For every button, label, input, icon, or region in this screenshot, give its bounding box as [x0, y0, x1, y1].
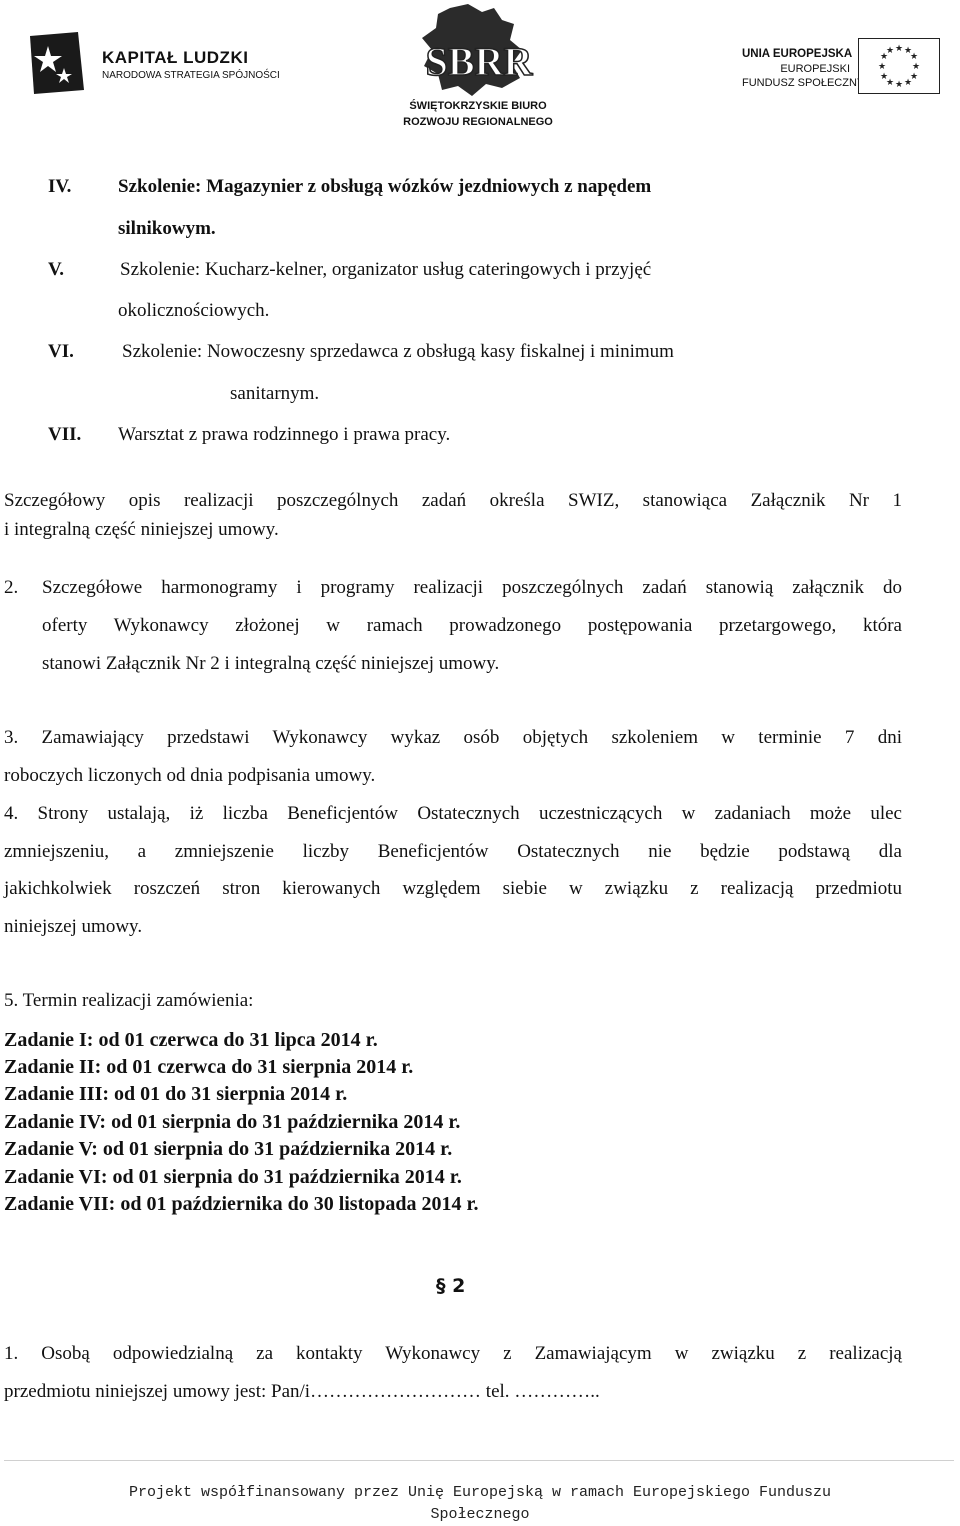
- sbrr-logo: [398, 2, 568, 132]
- footer-line: Projekt współfinansowany przez Unię Europejską w ramach Europejskiego Funduszu: [128, 1484, 832, 1501]
- svg-text:★: ★: [909, 72, 919, 82]
- footer-line: Społecznego: [430, 1506, 530, 1523]
- svg-text:★: ★: [894, 44, 904, 54]
- paragraph-line: 1. Osobą odpowiedzialną za kontakty Wykonawcy z Zamawiającym w związku z realizacją: [4, 1343, 902, 1364]
- paragraph-line: i integralną część niniejszej umowy.: [4, 519, 279, 540]
- schedule-item: Zadanie VI: od 01 sierpnia do 31 października 2014 r.: [4, 1166, 462, 1188]
- paragraph-line: oferty Wykonawcy złożonej w ramach prowadzonego postępowania przetargowego, która: [42, 615, 902, 636]
- svg-text:★: ★: [909, 52, 919, 62]
- svg-text:★: ★: [911, 62, 921, 72]
- paragraph-line: jakichkolwiek roszczeń stron kierowanych względem siebie w związku z realizacją przedmiotu: [4, 878, 902, 899]
- schedule-item: Zadanie III: od 01 do 31 sierpnia 2014 r.: [4, 1083, 348, 1105]
- svg-text:★: ★: [903, 78, 913, 88]
- svg-text:★: ★: [879, 72, 889, 82]
- schedule-item: Zadanie II: od 01 czerwca do 31 sierpnia 2014 r.: [4, 1056, 414, 1078]
- paragraph-line: roboczych liczonych od dnia podpisania umowy.: [4, 765, 376, 786]
- kapital-ludzki-title: KAPITAŁ LUDZKI: [102, 48, 249, 67]
- eu-flag-icon: [858, 38, 940, 94]
- kapital-ludzki-subtitle: NARODOWA STRATEGIA SPÓJNOŚCI: [102, 70, 280, 81]
- paragraph-line: Szczegółowe harmonogramy i programy realizacji poszczególnych zadań stanowią załącznik do: [42, 577, 902, 598]
- list-item-number: V.: [48, 259, 65, 280]
- sbrr-name-line1: ŚWIĘTOKRZYSKIE BIURO: [409, 100, 547, 112]
- list-item-text: Szkolenie: Nowoczesny sprzedawca z obsługą kasy fiskalnej i minimum: [122, 341, 674, 362]
- svg-text:★: ★: [885, 46, 895, 56]
- list-item-text-continued: okolicznościowych.: [118, 300, 270, 321]
- svg-text:★: ★: [877, 62, 887, 72]
- list-item-text: Warsztat z prawa rodzinnego i prawa pracy.: [118, 424, 451, 445]
- section-heading: 5. Termin realizacji zamówienia:: [4, 990, 254, 1011]
- svg-text:★: ★: [879, 52, 889, 62]
- list-item-number: VI.: [48, 341, 74, 362]
- schedule-item: Zadanie I: od 01 czerwca do 31 lipca 2014 r.: [4, 1029, 378, 1051]
- schedule-item: Zadanie IV: od 01 sierpnia do 31 października 2014 r.: [4, 1111, 461, 1133]
- list-item-text: Szkolenie: Magazynier z obsługą wózków jezdniowych z napędem: [118, 176, 652, 197]
- list-item-number: VII.: [48, 424, 82, 445]
- schedule-item: Zadanie V: od 01 sierpnia do 31 października 2014 r.: [4, 1138, 453, 1160]
- schedule-item: Zadanie VII: od 01 października do 30 listopada 2014 r.: [4, 1193, 479, 1215]
- list-item-text-continued: silnikowym.: [118, 218, 216, 239]
- kapital-ludzki-logo: [22, 28, 280, 98]
- svg-text:★: ★: [885, 78, 895, 88]
- paragraph-line: przedmiotu niniejszej umowy jest: Pan/i……………………… tel. …………..: [4, 1381, 600, 1402]
- paragraph-line: zmniejszeniu, a zmniejszenie liczby Beneficjentów Ostatecznych nie będzie podstawą dla: [4, 841, 902, 862]
- list-item-text-continued: sanitarnym.: [230, 383, 320, 404]
- paragraph-line: stanowi Załącznik Nr 2 i integralną część niniejszej umowy.: [42, 653, 500, 674]
- paragraph-line: 4. Strony ustalają, iż liczba Beneficjentów Ostatecznych uczestniczących w zadaniach może ulec: [4, 803, 902, 824]
- paragraph-line: Szczegółowy opis realizacji poszczególnych zadań określa SWIZ, stanowiąca Załącznik Nr 1: [4, 490, 902, 511]
- svg-text:★: ★: [903, 46, 913, 56]
- svg-text:★: ★: [894, 80, 904, 90]
- ue-efs-logo: [742, 36, 942, 96]
- ue-name: UNIA EUROPEJSKA: [742, 48, 853, 60]
- kapital-ludzki-flag-icon: [26, 32, 84, 94]
- efs-name-line2: FUNDUSZ SPOŁECZNY: [742, 77, 865, 89]
- footer-divider: [4, 1460, 954, 1461]
- section-paragraph-sign: § 2: [436, 1275, 466, 1297]
- paragraph-line: niniejszej umowy.: [4, 916, 143, 937]
- sbrr-abbreviation: SBRR: [425, 39, 533, 84]
- point-number: 2.: [4, 577, 19, 598]
- efs-name-line1: EUROPEJSKI: [780, 63, 850, 75]
- paragraph-line: 3. Zamawiający przedstawi Wykonawcy wykaz osób objętych szkoleniem w terminie 7 dni: [4, 727, 902, 748]
- list-item-number: IV.: [48, 176, 72, 197]
- sbrr-name-line2: ROZWOJU REGIONALNEGO: [403, 116, 553, 128]
- list-item-text: Szkolenie: Kucharz-kelner, organizator usług cateringowych i przyjęć: [120, 259, 652, 280]
